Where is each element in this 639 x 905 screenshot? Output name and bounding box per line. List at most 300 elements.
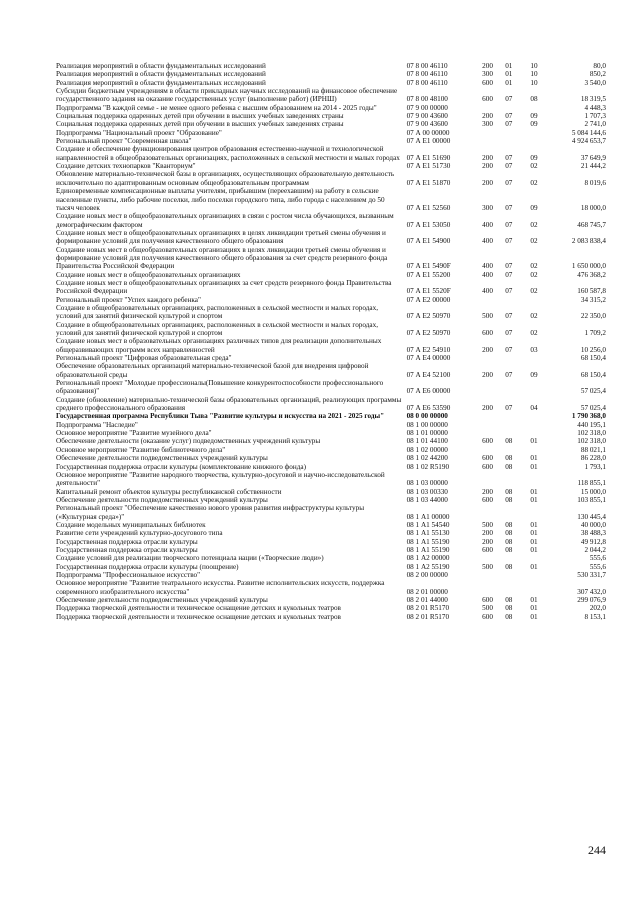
- row-sum: 2 044,2: [584, 545, 606, 554]
- row-section: [505, 421, 530, 429]
- row-code: 08 1 А1 54540: [406, 520, 450, 529]
- row-sum: 1 709,2: [584, 329, 606, 337]
- row-name: Основное мероприятие "Развитие театрального искусства. Развитие исполнительских искусств, поддержка современного изобразительного искусства": [56, 579, 385, 596]
- row-section: [505, 104, 530, 112]
- row-code: 08 2 00 00000: [406, 570, 448, 579]
- row-subsection: 08: [530, 95, 538, 104]
- row-expense-type: 600: [482, 545, 493, 554]
- row-subsection: 09: [530, 112, 538, 121]
- row-expense-type: 500: [482, 520, 493, 529]
- table-row: [56, 304, 606, 321]
- row-sum: 3 540,0: [584, 78, 606, 87]
- row-code: 07 А 00 00000: [406, 128, 450, 137]
- row-section: [505, 354, 530, 362]
- row-name: Основное мероприятие "Развитие музейного дела": [56, 429, 212, 438]
- row-name: Создание новых мест в общеобразовательных организациях за счет средств резервного фонда Правительства Российской Федерации: [56, 278, 392, 296]
- table-row: [56, 321, 606, 338]
- row-subsection: [530, 471, 553, 488]
- row-subsection: 01: [530, 612, 538, 621]
- row-section: [505, 579, 530, 596]
- row-subsection: 09: [530, 153, 538, 162]
- row-code: 07 9 00 43600: [406, 112, 448, 121]
- table-row: [56, 362, 606, 379]
- row-subsection: 02: [530, 329, 538, 337]
- row-code: 08 2 01 44000: [406, 596, 448, 604]
- row-name: Региональный проект "Обеспечение качественно нового уровня развития инфраструктуры культуры («Культурная среда»)": [56, 504, 365, 521]
- row-sum: 8 019,6: [584, 178, 606, 187]
- row-expense-type: 600: [482, 454, 493, 463]
- row-subsection: 01: [530, 454, 538, 463]
- row-code: 08 1 А2 00000: [406, 554, 450, 563]
- row-subsection: 02: [530, 162, 538, 171]
- row-sum: 202,0: [589, 604, 606, 613]
- row-section: 07: [505, 370, 513, 379]
- row-code: 07 А Е1 5520F: [406, 287, 451, 296]
- table-row: [56, 604, 606, 612]
- row-subsection: [530, 429, 553, 437]
- row-section: [505, 571, 530, 579]
- row-sum: 1 650 000,0: [571, 262, 606, 271]
- table-row: [56, 496, 606, 504]
- row-sum: 86 228,0: [580, 454, 606, 463]
- row-subsection: [530, 446, 553, 454]
- row-sum: 307 432,0: [577, 587, 606, 596]
- row-code: 08 0 00 00000: [406, 412, 448, 421]
- row-name: Подпрограмма "Наследие": [56, 420, 138, 429]
- row-expense-type: [482, 137, 505, 145]
- row-name: Региональный проект "Успех каждого ребенка": [56, 295, 201, 304]
- row-sum: 38 488,3: [580, 529, 606, 538]
- row-subsection: [530, 554, 553, 562]
- row-name: Создание (обновление) материально-технической базы образовательных организаций, реализующих программы среднего профессионального образования: [56, 395, 402, 413]
- row-name: Обеспечение деятельности подведомственных учреждений культуры: [56, 454, 268, 463]
- row-name: Развитие сети учреждений культурно-досугового типа: [56, 529, 223, 538]
- row-expense-type: [482, 471, 505, 488]
- table-row: [56, 187, 606, 212]
- row-section: 07: [505, 153, 513, 162]
- table-row: [56, 379, 606, 396]
- row-expense-type: 600: [482, 329, 493, 337]
- row-subsection: 01: [530, 545, 538, 554]
- row-section: 07: [505, 270, 513, 279]
- table-row: [56, 412, 606, 420]
- row-name: Государственная поддержка отрасли культуры: [56, 545, 198, 554]
- row-subsection: 09: [530, 120, 538, 129]
- table-row: [56, 596, 606, 604]
- row-subsection: 09: [530, 370, 538, 379]
- table-row: [56, 137, 606, 145]
- row-code: 07 А Е1 51730: [406, 162, 451, 171]
- row-expense-type: [482, 571, 505, 579]
- row-subsection: 02: [530, 220, 538, 229]
- row-name: Поддержка творческой деятельности и техническое оснащение детских и кукольных театров: [56, 612, 341, 621]
- row-section: 08: [505, 437, 513, 446]
- row-expense-type: [482, 579, 505, 596]
- row-name: Региональный проект "Современная школа": [56, 137, 192, 146]
- row-name: Создание новых мест в общеобразовательных организациях в связи с ростом числа обучающихся, вызванным демографическим фактором: [56, 212, 394, 229]
- row-expense-type: 600: [482, 437, 493, 446]
- row-code: 08 1 01 44100: [406, 437, 448, 446]
- row-expense-type: 200: [482, 62, 493, 70]
- row-subsection: 03: [530, 345, 538, 354]
- row-code: 08 2 01 00000: [406, 587, 448, 596]
- row-code: 08 1 А1 00000: [406, 512, 450, 521]
- row-code: 07 А Е4 52100: [406, 370, 451, 379]
- row-subsection: [530, 137, 553, 145]
- row-name: Государственная программа Республики Тыва "Развитие культуры и искусства на 2021 - 2025 годы": [56, 412, 385, 421]
- row-expense-type: 400: [482, 262, 493, 271]
- row-sum: 22 350,0: [580, 312, 606, 321]
- row-section: [505, 296, 530, 304]
- row-code: 07 А Е1 54900: [406, 237, 451, 246]
- row-name: Реализация мероприятий в области фундаментальных исследований: [56, 78, 266, 87]
- table-row: [56, 162, 606, 170]
- table-row: [56, 437, 606, 445]
- row-sum: 88 021,1: [580, 445, 606, 454]
- row-name: Основное мероприятие "Развитие библиотечного дела": [56, 445, 226, 454]
- row-expense-type: [482, 296, 505, 304]
- row-name: Государственная поддержка отрасли культуры (поощрение): [56, 562, 239, 571]
- table-row: [56, 554, 606, 562]
- row-subsection: 09: [530, 203, 538, 212]
- row-section: 08: [505, 454, 513, 463]
- row-name: Подпрограмма "Профессиональное искусство": [56, 570, 201, 579]
- row-name: Подпрограмма "Национальный проект "Образование": [56, 128, 222, 137]
- row-expense-type: 200: [482, 537, 493, 546]
- table-row: [56, 471, 606, 488]
- row-sum: 68 150,4: [580, 370, 606, 379]
- table-row: [56, 488, 606, 496]
- row-section: [505, 429, 530, 437]
- row-subsection: 01: [530, 487, 538, 496]
- row-expense-type: 400: [482, 287, 493, 296]
- row-section: [505, 379, 530, 396]
- row-name: Субсидии бюджетным учреждениям в области прикладных научных исследований на финансовое обеспечение государственного задания на оказание государственных услуг (выполнение работ) (ИРНШ): [56, 87, 398, 104]
- table-row: [56, 571, 606, 579]
- row-sum: 2 741,0: [584, 120, 606, 129]
- row-subsection: [530, 421, 553, 429]
- row-expense-type: 600: [482, 612, 493, 621]
- row-name: Государственная поддержка отрасли культуры: [56, 537, 198, 546]
- table-row: [56, 421, 606, 429]
- row-sum: 530 331,7: [577, 570, 606, 579]
- row-name: Социальная поддержка одаренных детей при обучении в высших учебных заведениях страны: [56, 112, 344, 121]
- row-sum: 103 855,1: [577, 495, 606, 504]
- row-name: Создание новых мест в общеобразовательных организациях в целях ликвидации третьей смены обучения и формирование условий для получения качественного общего образования: [56, 228, 386, 246]
- row-expense-type: 600: [482, 78, 493, 87]
- row-subsection: 02: [530, 312, 538, 321]
- row-code: 08 1 А1 55190: [406, 537, 450, 546]
- row-sum: 476 368,2: [577, 270, 606, 279]
- row-section: 07: [505, 178, 513, 187]
- row-subsection: [530, 354, 553, 362]
- row-code: 07 А Е2 50970: [406, 312, 451, 321]
- row-code: 07 9 00 43600: [406, 120, 448, 129]
- row-section: 07: [505, 220, 513, 229]
- row-code: 08 1 03 00000: [406, 479, 448, 488]
- row-section: 07: [505, 262, 513, 271]
- row-name: Создание в общеобразовательных организациях, расположенных в сельской местности и малых городах, условий для занятий физической культурой и спортом: [56, 320, 379, 337]
- row-section: 07: [505, 329, 513, 337]
- page-number: 244: [588, 843, 606, 857]
- row-expense-type: 200: [482, 370, 493, 379]
- row-expense-type: 200: [482, 487, 493, 496]
- row-code: 07 А Е1 5490F: [406, 262, 451, 271]
- row-name: Создание новых мест в общеобразовательных организациях: [56, 270, 241, 279]
- row-sum: 10 256,0: [580, 345, 606, 354]
- table-row: [56, 337, 606, 354]
- row-subsection: [530, 412, 553, 420]
- row-code: 08 1 03 00330: [406, 487, 448, 496]
- row-subsection: 01: [530, 562, 538, 571]
- row-sum: 102 318,0: [577, 429, 606, 438]
- row-name: Реализация мероприятий в области фундаментальных исследований: [56, 70, 266, 79]
- row-section: 01: [505, 70, 513, 79]
- row-name: Подпрограмма "В каждой семье - не менее одного ребенка с высшим образованием на 2014 - 2025 годы": [56, 103, 377, 112]
- table-row: [56, 62, 606, 70]
- row-section: 08: [505, 537, 513, 546]
- row-code: 08 1 03 44000: [406, 495, 448, 504]
- row-section: 08: [505, 520, 513, 529]
- row-code: 08 1 00 00000: [406, 420, 448, 429]
- row-section: [505, 446, 530, 454]
- row-name: Основное мероприятие "Развитие народного творчества, культурно-досуговой и научно-исследовательской деятельности": [56, 470, 385, 488]
- row-subsection: 02: [530, 237, 538, 246]
- row-subsection: 01: [530, 437, 538, 446]
- row-code: 08 1 02 R5190: [406, 462, 450, 471]
- row-expense-type: 200: [482, 112, 493, 121]
- budget-rows: [56, 62, 606, 621]
- row-section: 08: [505, 495, 513, 504]
- row-code: 07 8 00 46110: [406, 78, 448, 87]
- row-code: 08 1 А1 55190: [406, 545, 450, 554]
- row-name: Создание в общеобразовательных организациях, расположенных в сельской местности и малых городах, условий для занятий физической культурой и спортом: [56, 303, 379, 321]
- row-sum: 2 083 838,4: [571, 237, 606, 246]
- table-row: [56, 454, 606, 462]
- row-subsection: 10: [530, 70, 538, 79]
- table-row: [56, 579, 606, 596]
- row-code: 07 8 00 46110: [406, 70, 448, 79]
- row-expense-type: [482, 446, 505, 454]
- row-expense-type: [482, 421, 505, 429]
- row-subsection: 01: [530, 529, 538, 538]
- row-name: Создание детских технопарков "Кванториум": [56, 162, 196, 171]
- row-sum: 37 649,9: [580, 153, 606, 162]
- row-subsection: [530, 129, 553, 137]
- row-name: Обновление материально-технической базы в организациях, осуществляющих образовательную деятельность исключительно по адаптированным основным общеобразовательным программам: [56, 170, 395, 187]
- table-row: [56, 246, 606, 271]
- row-section: 08: [505, 487, 513, 496]
- row-sum: 49 912,8: [580, 537, 606, 546]
- row-sum: 118 855,1: [577, 479, 606, 488]
- row-subsection: 01: [530, 462, 538, 471]
- row-subsection: 04: [530, 404, 538, 413]
- row-name: Реализация мероприятий в области фундаментальных исследований: [56, 62, 266, 70]
- row-name: Поддержка творческой деятельности и техническое оснащение детских и кукольных театров: [56, 604, 341, 613]
- table-row: [56, 145, 606, 162]
- row-section: 08: [505, 529, 513, 538]
- row-sum: 4 924 653,7: [571, 137, 606, 146]
- table-row: [56, 87, 606, 104]
- row-code: 07 А Е1 52560: [406, 203, 451, 212]
- row-code: 07 А Е1 00000: [406, 137, 451, 146]
- row-section: [505, 504, 530, 521]
- row-sum: 5 084 144,6: [571, 128, 606, 137]
- table-row: [56, 170, 606, 187]
- table-row: [56, 529, 606, 537]
- row-expense-type: 400: [482, 237, 493, 246]
- row-name: Государственная поддержка отрасли культуры (комплектование книжного фонда): [56, 462, 306, 471]
- row-code: 07 А Е6 53590: [406, 404, 451, 413]
- row-expense-type: 300: [482, 203, 493, 212]
- table-row: [56, 538, 606, 546]
- table-row: [56, 120, 606, 128]
- row-section: 08: [505, 545, 513, 554]
- row-code: 07 А Е2 00000: [406, 295, 451, 304]
- row-code: 08 2 01 R5170: [406, 612, 450, 621]
- row-subsection: 02: [530, 178, 538, 187]
- table-row: [56, 112, 606, 120]
- table-row: [56, 429, 606, 437]
- row-subsection: [530, 104, 553, 112]
- row-subsection: 01: [530, 520, 538, 529]
- row-sum: 555,6: [589, 554, 606, 563]
- table-row: [56, 504, 606, 521]
- row-sum: 21 444,2: [580, 162, 606, 171]
- row-subsection: 10: [530, 62, 538, 70]
- row-sum: 1 793,1: [584, 462, 606, 471]
- row-code: 07 8 00 46110: [406, 62, 448, 70]
- row-expense-type: 600: [482, 596, 493, 604]
- row-sum: 34 315,2: [580, 295, 606, 304]
- row-sum: 160 587,8: [577, 287, 606, 296]
- row-expense-type: [482, 554, 505, 562]
- table-row: [56, 271, 606, 279]
- row-code: 07 А Е6 00000: [406, 387, 451, 396]
- row-section: 01: [505, 78, 513, 87]
- row-subsection: 01: [530, 537, 538, 546]
- row-expense-type: 300: [482, 70, 493, 79]
- row-code: 07 А Е1 51690: [406, 153, 451, 162]
- row-sum: 18 000,0: [580, 203, 606, 212]
- row-code: 08 1 02 00000: [406, 445, 448, 454]
- row-name: Социальная поддержка одаренных детей при обучении в высших учебных заведениях страны: [56, 120, 344, 129]
- row-expense-type: 200: [482, 345, 493, 354]
- table-row: [56, 396, 606, 413]
- row-section: 07: [505, 287, 513, 296]
- table-row: [56, 229, 606, 246]
- row-expense-type: 600: [482, 462, 493, 471]
- row-code: 08 2 01 R5170: [406, 604, 450, 613]
- row-expense-type: 200: [482, 162, 493, 171]
- table-row: [56, 279, 606, 296]
- row-name: Создание и обеспечение функционирования центров образования естественно-научной и технологической направленностей в общеобразовательных организациях, расположенных в сельской местности и малых городах: [56, 145, 400, 162]
- row-name: Единовременные компенсационные выплаты учителям, прибывшим (переехавшим) на работу в сельские населенные пункты, либо рабочие поселки, либо поселки городского типа, либо города с населением до 50 тысяч человек: [56, 187, 385, 212]
- budget-table: [56, 62, 606, 621]
- row-subsection: 01: [530, 604, 538, 613]
- row-subsection: 02: [530, 262, 538, 271]
- table-row: [56, 446, 606, 454]
- row-sum: 57 025,4: [580, 387, 606, 396]
- row-subsection: 01: [530, 596, 538, 604]
- row-code: 07 8 00 48100: [406, 95, 448, 104]
- row-expense-type: [482, 354, 505, 362]
- row-code: 08 1 А1 55130: [406, 529, 450, 538]
- row-section: 08: [505, 562, 513, 571]
- row-expense-type: [482, 412, 505, 420]
- row-name: Обеспечение образовательных организаций материально-технической базой для внедрения цифровой образовательной среды: [56, 362, 369, 379]
- row-section: 07: [505, 112, 513, 121]
- row-subsection: [530, 579, 553, 596]
- row-code: 08 1 02 44200: [406, 454, 448, 463]
- row-sum: 15 000,0: [580, 487, 606, 496]
- table-row: [56, 79, 606, 87]
- row-sum: 299 076,9: [577, 596, 606, 604]
- row-expense-type: 500: [482, 604, 493, 613]
- row-section: 08: [505, 462, 513, 471]
- row-expense-type: [482, 104, 505, 112]
- row-sum: 440 195,1: [577, 420, 606, 429]
- row-section: 07: [505, 120, 513, 129]
- row-section: [505, 471, 530, 488]
- row-expense-type: 500: [482, 312, 493, 321]
- row-name: Обеспечение деятельности подведомственных учреждений культуры: [56, 596, 268, 604]
- row-code: 07 А Е1 55200: [406, 270, 451, 279]
- row-sum: 8 153,1: [584, 612, 606, 621]
- row-sum: 18 319,5: [580, 95, 606, 104]
- row-expense-type: 200: [482, 529, 493, 538]
- row-section: 08: [505, 612, 513, 621]
- row-subsection: [530, 571, 553, 579]
- row-sum: 68 150,4: [580, 354, 606, 363]
- row-expense-type: [482, 379, 505, 396]
- row-name: Капитальный ремонт объектов культуры республиканской собственности: [56, 487, 282, 496]
- row-section: [505, 554, 530, 562]
- row-subsection: 02: [530, 270, 538, 279]
- row-section: 07: [505, 404, 513, 413]
- table-row: [56, 129, 606, 137]
- row-code: 07 А Е4 00000: [406, 354, 451, 363]
- row-expense-type: 200: [482, 404, 493, 413]
- row-section: 08: [505, 596, 513, 604]
- row-name: Обеспечение деятельности (оказание услуг) подведомственных учреждений культуры: [56, 437, 321, 446]
- row-subsection: [530, 379, 553, 396]
- row-expense-type: [482, 429, 505, 437]
- row-expense-type: 600: [482, 495, 493, 504]
- row-expense-type: [482, 129, 505, 137]
- row-section: [505, 412, 530, 420]
- row-section: 08: [505, 604, 513, 613]
- row-subsection: 01: [530, 495, 538, 504]
- row-code: 07 А Е2 54910: [406, 345, 451, 354]
- table-row: [56, 212, 606, 229]
- row-subsection: [530, 504, 553, 521]
- row-code: 07 А Е1 51870: [406, 178, 451, 187]
- row-section: 07: [505, 203, 513, 212]
- row-section: 07: [505, 162, 513, 171]
- row-sum: 57 025,4: [580, 404, 606, 413]
- row-sum: 1 707,3: [584, 112, 606, 121]
- row-code: 07 А Е2 50970: [406, 329, 451, 337]
- row-subsection: 10: [530, 78, 538, 87]
- table-row: [56, 354, 606, 362]
- row-expense-type: [482, 504, 505, 521]
- row-section: 07: [505, 237, 513, 246]
- row-subsection: 02: [530, 287, 538, 296]
- row-expense-type: 300: [482, 120, 493, 129]
- row-code: 08 1 А2 55190: [406, 562, 450, 571]
- row-sum: 40 000,0: [580, 520, 606, 529]
